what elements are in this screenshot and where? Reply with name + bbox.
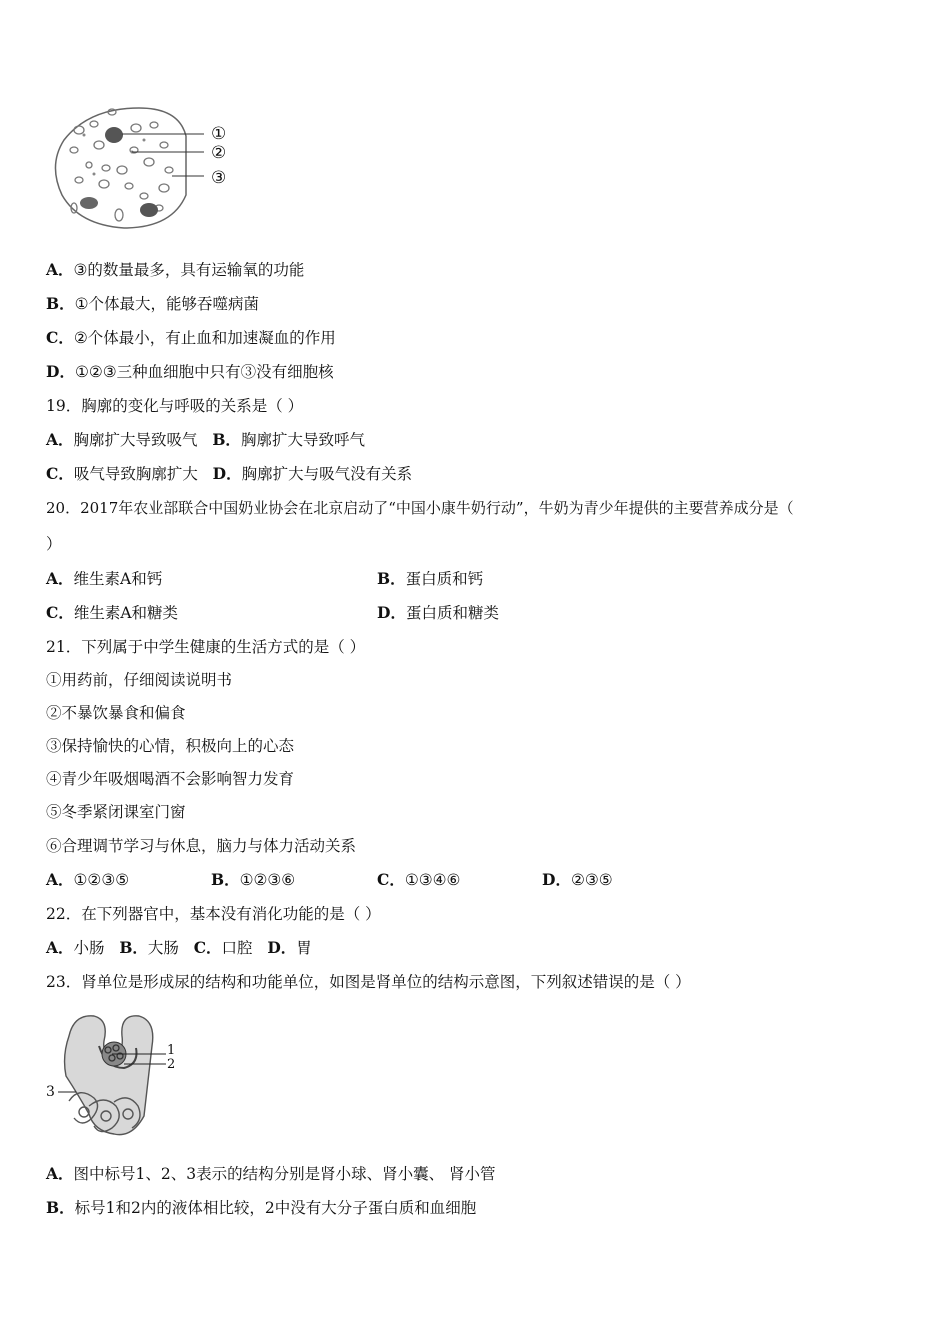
q22-options-row: A．小肠 B．大肠 C．口腔 D．胃 <box>46 938 312 957</box>
q20-option-d: D．蛋白质和糖类 <box>377 603 499 622</box>
q20-option-b: B．蛋白质和钙 <box>377 569 484 588</box>
q18-option-d: D．①②③三种血细胞中只有③没有细胞核 <box>46 362 334 381</box>
q21-option-c: C．①③④⑥ <box>377 870 461 889</box>
q21-item-5: ⑤冬季紧闭课室门窗 <box>46 803 186 821</box>
q21-option-b: B．①②③⑥ <box>211 870 296 889</box>
q18-option-a: A．③的数量最多，具有运输氧的功能 <box>46 260 305 279</box>
q22-stem: 22．在下列器官中，基本没有消化功能的是（ ） <box>46 905 381 923</box>
q19-stem: 19．胸廓的变化与呼吸的关系是（ ） <box>46 397 304 415</box>
q21-stem: 21．下列属于中学生健康的生活方式的是（ ） <box>46 638 366 656</box>
q23-option-b: B．标号1和2内的液体相比较，2中没有大分子蛋白质和血细胞 <box>46 1198 477 1217</box>
blood-cell-figure <box>44 100 244 232</box>
fig1-label-2: ② <box>211 143 227 163</box>
q20-stem: 20．2017年农业部联合中国奶业协会在北京启动了“中国小康牛奶行动”，牛奶为青少年提供的主要营养成分是（ <box>46 499 794 517</box>
q19-options-row2: C．吸气导致胸廓扩大 D．胸廓扩大与吸气没有关系 <box>46 464 413 483</box>
q21-item-3: ③保持愉快的心情，积极向上的心态 <box>46 737 295 755</box>
fig2-label-1: 1 <box>167 1043 176 1058</box>
q19-options-row1: A．胸廓扩大导致吸气 B．胸廓扩大导致呼气 <box>46 430 365 449</box>
q18-option-b: B．①个体最大，能够吞噬病菌 <box>46 294 260 313</box>
fig1-label-1: ① <box>211 124 227 144</box>
q21-item-6: ⑥合理调节学习与休息，脑力与体力活动关系 <box>46 837 357 855</box>
q21-item-1: ①用药前，仔细阅读说明书 <box>46 671 233 689</box>
q23-stem: 23．肾单位是形成尿的结构和功能单位，如图是肾单位的结构示意图，下列叙述错误的是（ ） <box>46 973 691 991</box>
fig1-label-3: ③ <box>211 168 227 188</box>
q21-item-2: ②不暴饮暴食和偏食 <box>46 704 186 722</box>
nephron-figure <box>44 1006 194 1141</box>
fig2-label-2: 2 <box>167 1057 176 1072</box>
q20-option-a: A．维生素A和钙 <box>46 569 163 588</box>
q18-option-c: C．②个体最小，有止血和加速凝血的作用 <box>46 328 336 347</box>
q20-option-c: C．维生素A和糖类 <box>46 603 179 622</box>
q23-option-a: A．图中标号1、2、3表示的结构分别是肾小球、肾小囊、 肾小管 <box>46 1164 496 1183</box>
fig2-label-3: 3 <box>46 1084 55 1100</box>
q21-item-4: ④青少年吸烟喝酒不会影响智力发育 <box>46 770 295 788</box>
q21-option-d: D．②③⑤ <box>542 870 613 889</box>
q21-option-a: A．①②③⑤ <box>46 870 130 889</box>
q20-stem-cont: ） <box>46 535 62 553</box>
